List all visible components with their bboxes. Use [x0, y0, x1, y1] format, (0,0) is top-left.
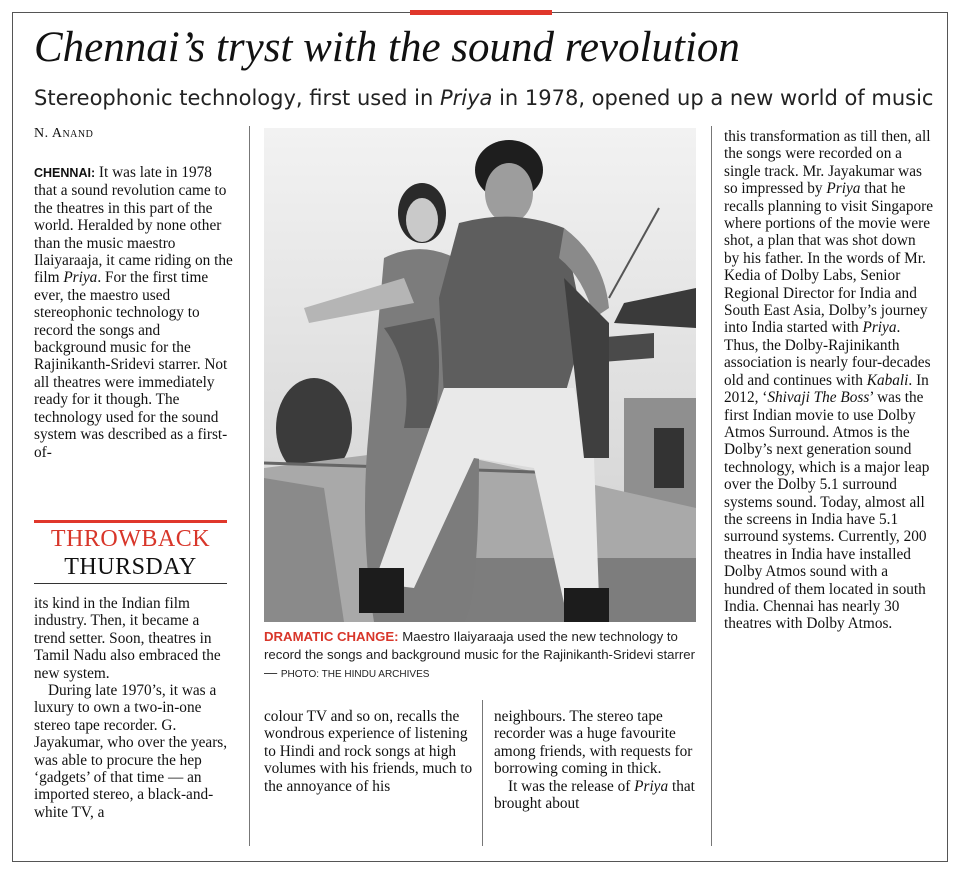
- column-3: [494, 708, 704, 812]
- paragraph-text: neighbours. The stereo tape recorder was a huge favourite among friends, with requests for borrowing coming in thick.: [494, 708, 693, 778]
- film-title: Priya: [826, 180, 861, 198]
- paragraph-text: that he recalls planning to visit Singapore where portions of the movie were shot, a plan that was shot down by his father. In the words of Mr. Kedia of Dolby Labs, Senior Regional Director for India and South East Asia, Dolby’s journey into India started with: [724, 180, 934, 337]
- column-2: [264, 708, 474, 795]
- label-rule: [34, 520, 227, 523]
- subhead-film-title: Priya: [439, 86, 493, 110]
- paragraph-text: It was late in 1978 that a sound revolution came to the theatres in this part of the world. Heralded by none other than the music maestro Ilaiyaraaja, it came riding on the film: [34, 164, 233, 287]
- paragraph-text: colour TV and so on, recalls the wondrous experience of listening to Hindi and rock songs at high volumes with his friends, much to the annoyance of his: [264, 708, 473, 795]
- paragraph-text: . In 2012, ‘: [724, 371, 929, 407]
- paragraph-text: . For the first time ever, the maestro used stereophonic technology to record the songs and background music for the Rajinikanth-Sridevi starrer. Not all theatres were immediately ready for it though. The technology used for the sound system was described as a first-of-: [34, 269, 228, 461]
- column-1-bottom: [34, 595, 234, 821]
- photo-credit: PHOTO: THE HINDU ARCHIVES: [280, 669, 430, 680]
- paragraph-text: It was the release of: [508, 777, 635, 795]
- thursday-label: THURSDAY: [64, 554, 197, 580]
- caption-text: Maestro Ilaiyaraaja used the new technology to record the songs and background music for the Rajinikanth-Sridevi starrer —: [264, 629, 696, 680]
- label-underline: [34, 583, 227, 584]
- column-divider: [482, 700, 483, 846]
- paragraph-text: its kind in the Indian film industry. Then, it became a trend setter. Soon, theatres in Tamil Nadu also embraced the new system.: [34, 595, 221, 682]
- column-4: [724, 128, 934, 633]
- paragraph-text: . Thus, the Dolby-Rajinikanth association is nearly four-decades old and continues with: [724, 319, 931, 389]
- section-accent-bar: [410, 10, 552, 15]
- paragraph-text: that brought about: [494, 777, 695, 813]
- film-title: Shivaji The Boss: [767, 389, 870, 407]
- film-title: Priya: [862, 319, 897, 337]
- byline: N. Anand: [34, 126, 94, 141]
- subhead-text-end: in 1978, opened up a new world of music: [492, 86, 934, 110]
- subhead-text: Stereophonic technology, first used in: [34, 86, 440, 110]
- column-1-top: [34, 164, 234, 461]
- article-photo: [264, 128, 696, 622]
- subheadline: [34, 84, 934, 112]
- film-still-image: [264, 128, 696, 622]
- headline: Chennai’s tryst with the sound revolution: [34, 24, 740, 71]
- caption-label: DRAMATIC CHANGE:: [264, 629, 399, 644]
- film-title: Kabali: [866, 371, 909, 389]
- film-title: Priya: [63, 269, 98, 287]
- paragraph-text: During late 1970’s, it was a luxury to own a two-in-one stereo tape recorder. G. Jayakumar, who over the years, was able to procure the hep ‘gadgets’ of that time — an imported stereo, a black-and-white TV, a: [34, 682, 228, 821]
- throwback-label: THROWBACK: [50, 526, 211, 552]
- paragraph-text: ’ was the first Indian movie to use Dolby Atmos Surround. Atmos is the Dolby’s next generation sound technology, which is a major leap over the Dolby 5.1 surround systems sound. Today, almost all the screens in India have 5.1 surround systems. Currently, 200 theatres in India have installed Dolby Atmos sound with a hundred of them located in south India. Chennai has nearly 30 theatres with Dolby Atmos.: [724, 389, 930, 633]
- column-divider: [711, 126, 712, 846]
- column-divider: [249, 126, 250, 846]
- dateline: CHENNAI:: [34, 166, 96, 180]
- paragraph-text: this transformation as till then, all the songs were recorded on a single track. Mr. Jayakumar was so impressed by: [724, 128, 931, 198]
- photo-caption: [264, 628, 704, 684]
- film-title: Priya: [634, 777, 669, 795]
